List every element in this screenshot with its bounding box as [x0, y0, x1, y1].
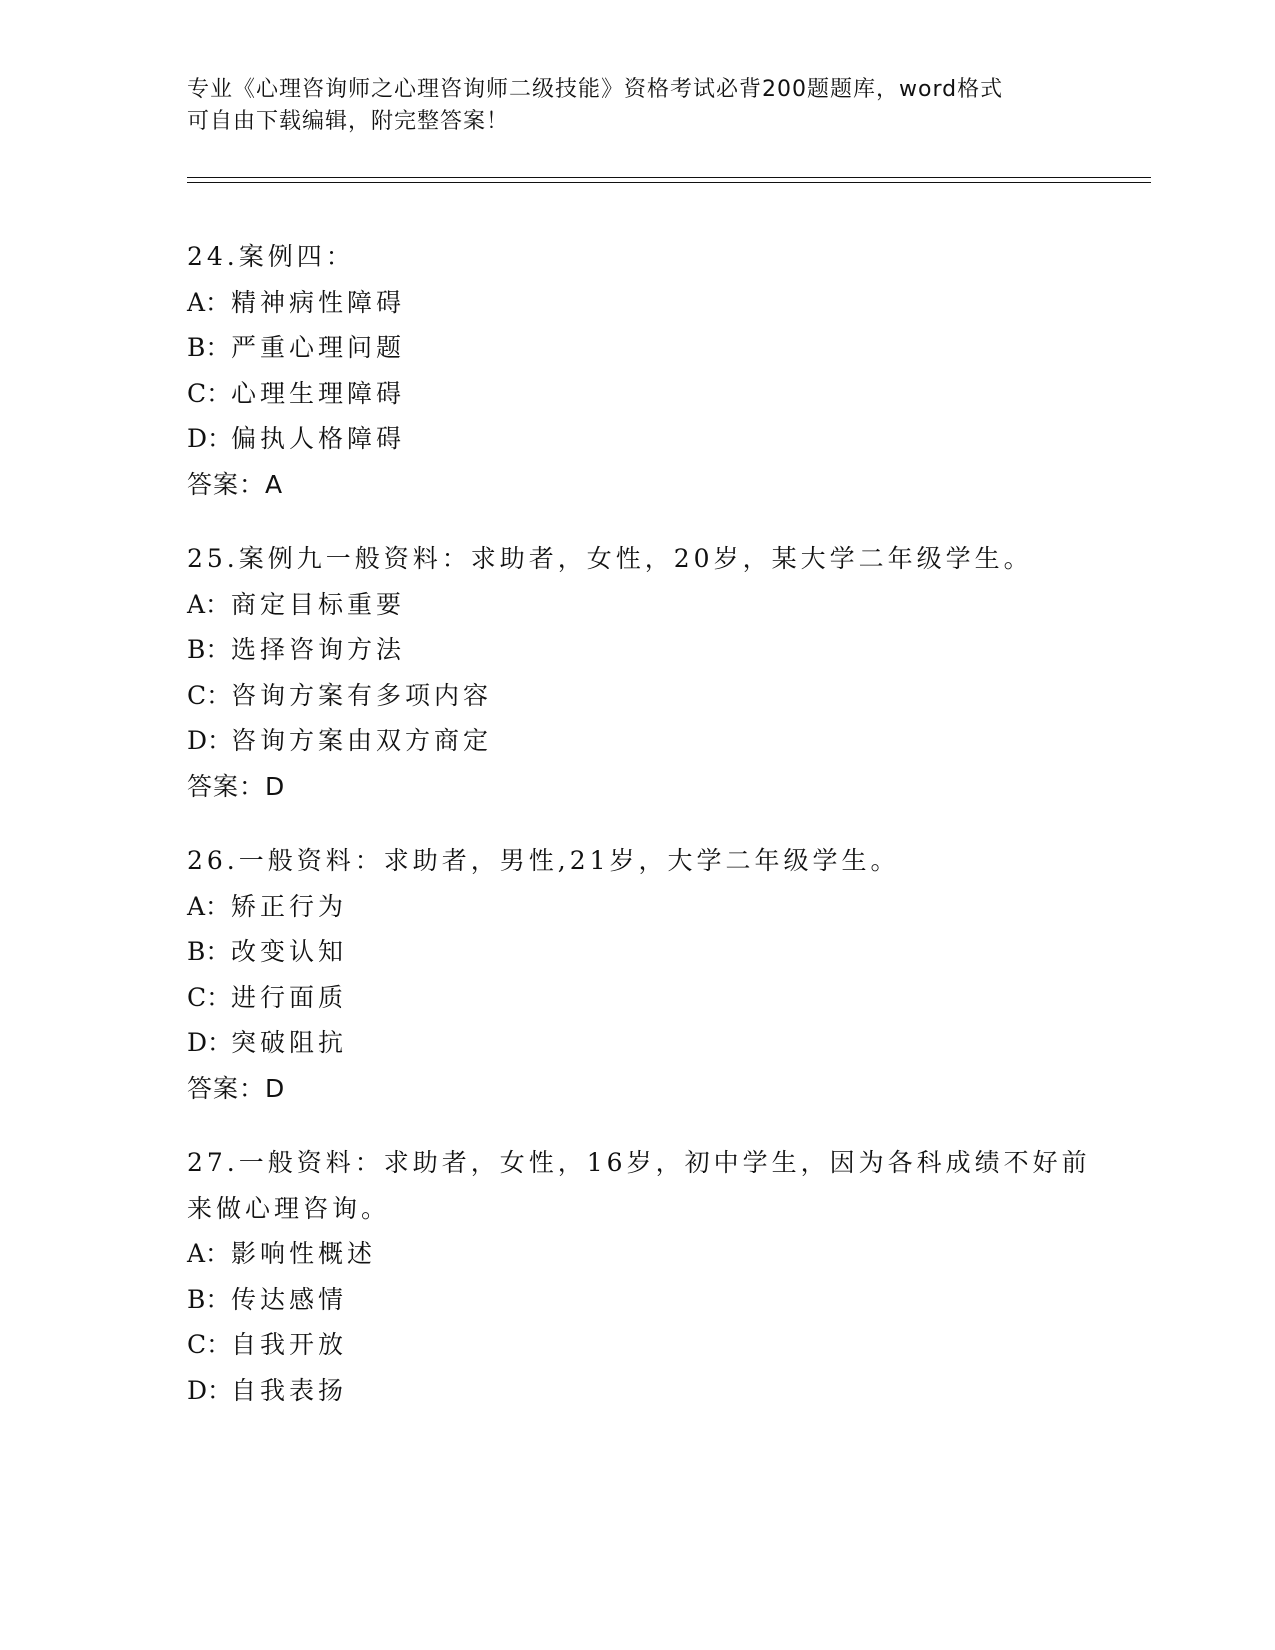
question-stem: 25.案例九一般资料：求助者，女性，20岁，某大学二年级学生。 — [187, 544, 1033, 573]
header-divider-bottom — [187, 182, 1151, 183]
option-key: A： — [187, 589, 231, 619]
option-b — [187, 929, 1147, 975]
option-text: 精神病性障碍 — [231, 287, 406, 317]
option-text: 改变认知 — [231, 937, 348, 966]
option-a — [187, 280, 1147, 326]
option-text: 传达感情 — [231, 1284, 348, 1314]
option-text: 矫正行为 — [231, 891, 348, 921]
document-header — [187, 74, 1087, 138]
option-text: 自我表扬 — [231, 1375, 348, 1405]
question-25 — [187, 536, 1147, 809]
option-key: A： — [187, 891, 231, 921]
question-stem: 24.案例四： — [187, 242, 355, 271]
header-title-line-1: 专业《心理咨询师之心理咨询师二级技能》资格考试必背200题题库，word格式 — [187, 77, 1004, 102]
option-key: C： — [187, 1330, 232, 1359]
option-key: C： — [187, 982, 232, 1012]
option-key: D： — [187, 726, 233, 755]
option-a — [187, 1231, 1147, 1277]
option-text: 选择咨询方法 — [231, 635, 406, 664]
option-b — [187, 1277, 1147, 1323]
question-26 — [187, 838, 1147, 1111]
option-c — [187, 673, 1147, 719]
option-text: 进行面质 — [231, 982, 348, 1012]
option-text: 心理生理障碍 — [231, 378, 406, 408]
option-text: 严重心理问题 — [231, 333, 406, 362]
option-a — [187, 884, 1147, 930]
answer-line: 答案：D — [187, 1073, 286, 1103]
option-key: C： — [187, 378, 232, 408]
option-c — [187, 1322, 1147, 1368]
option-text: 商定目标重要 — [231, 589, 406, 619]
option-b — [187, 325, 1147, 371]
option-c — [187, 975, 1147, 1021]
option-key: D： — [187, 1375, 233, 1405]
option-key: B： — [187, 1284, 231, 1314]
question-stem-line-2: 来做心理咨询。 — [187, 1193, 391, 1223]
option-text: 突破阻抗 — [231, 1028, 348, 1057]
option-key: B： — [187, 333, 231, 362]
option-key: A： — [187, 287, 231, 317]
header-divider-top — [187, 177, 1151, 178]
option-text: 偏执人格障碍 — [231, 424, 406, 453]
question-stem: 26.一般资料：求助者，男性,21岁，大学二年级学生。 — [187, 846, 900, 875]
option-key: C： — [187, 680, 232, 710]
option-text: 咨询方案由双方商定 — [231, 726, 493, 755]
option-d — [187, 416, 1147, 462]
option-d — [187, 1020, 1147, 1066]
option-key: B： — [187, 635, 231, 664]
option-text: 咨询方案有多项内容 — [231, 680, 493, 710]
option-key: B： — [187, 937, 231, 966]
question-stem-line-1: 27.一般资料：求助者，女性，16岁，初中学生，因为各科成绩不好前 — [187, 1148, 1091, 1177]
header-title-line-2: 可自由下载编辑，附完整答案！ — [187, 109, 510, 134]
answer-line: 答案：D — [187, 771, 286, 801]
option-key: D： — [187, 424, 233, 453]
option-d — [187, 1368, 1147, 1414]
option-key: A： — [187, 1239, 231, 1268]
option-text: 影响性概述 — [231, 1239, 377, 1268]
answer-line: 答案：A — [187, 469, 284, 499]
option-c — [187, 371, 1147, 417]
option-key: D： — [187, 1028, 233, 1057]
question-24 — [187, 234, 1147, 507]
option-text: 自我开放 — [231, 1330, 348, 1359]
option-a — [187, 582, 1147, 628]
question-27 — [187, 1140, 1147, 1413]
option-b — [187, 627, 1147, 673]
option-d — [187, 718, 1147, 764]
question-list — [187, 234, 1147, 1442]
